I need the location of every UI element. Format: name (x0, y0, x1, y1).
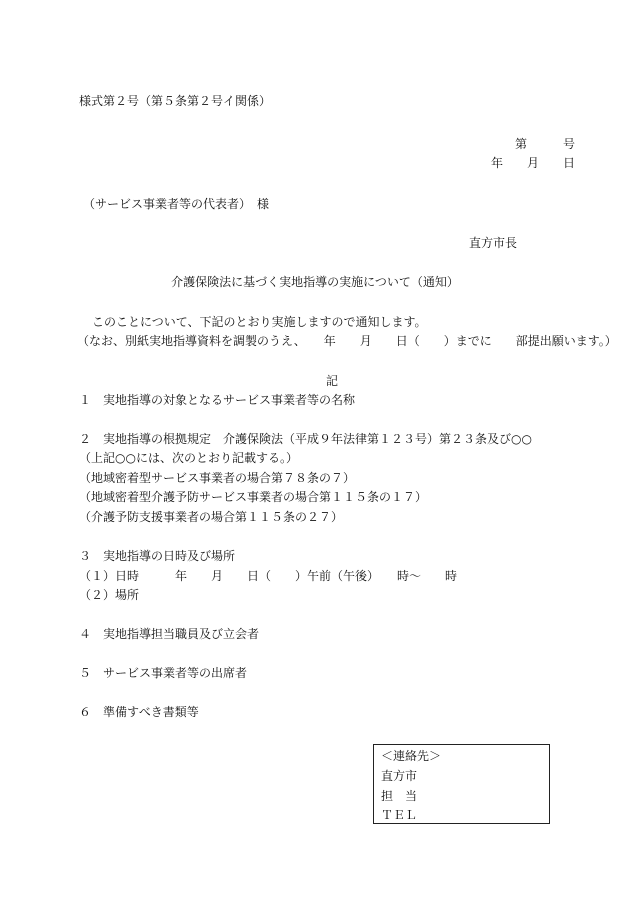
ki-heading: 記 (325, 374, 338, 388)
contact-tel: ＴＥＬ (381, 808, 418, 822)
item-3-title: ３ 実地指導の日時及び場所 (79, 549, 236, 563)
document-title: 介護保険法に基づく実地指導の実施について（通知） (171, 275, 459, 289)
item-3-datetime: （１）日時 年 月 日（ ）午前（午後） 時～ 時 (79, 569, 458, 583)
item-2-note: （上記○○には、次のとおり記載する。） (79, 451, 298, 465)
item-3-place: （２）場所 (79, 588, 140, 602)
contact-box (373, 744, 550, 824)
item-2-sub-3: （介護予防支援事業者の場合第１１５条の２７） (79, 510, 344, 524)
item-2-sub-1: （地域密着型サービス事業者の場合第７８条の７） (79, 471, 356, 485)
item-2-sub-2: （地域密着型介護予防サービス事業者の場合第１１５条の１７） (79, 490, 428, 504)
addressee: （サービス事業者等の代表者） 様 (83, 197, 270, 211)
body-line-1: このことについて、下記のとおり実施しますので通知します。 (92, 315, 427, 329)
item-2-title: ２ 実地指導の根拠規定 介護保険法（平成９年法律第１２３号）第２３条及び○○ (79, 432, 532, 446)
sender: 直方市長 (468, 236, 517, 250)
item-1: １ 実地指導の対象となるサービス事業者等の名称 (79, 393, 356, 407)
item-4: ４ 実地指導担当職員及び立会者 (79, 627, 260, 641)
item-6: ６ 準備すべき書類等 (79, 705, 199, 719)
contact-office: 直方市 (381, 769, 418, 783)
item-5: ５ サービス事業者等の出席者 (79, 666, 248, 680)
issue-date: 年 月 日 (490, 156, 575, 170)
contact-heading: ＜連絡先＞ (381, 749, 442, 763)
contact-person: 担 当 (381, 789, 418, 803)
form-number: 様式第２号（第５条第２号イ関係） (79, 94, 272, 108)
document-number: 第 号 (514, 137, 575, 151)
body-line-2: （なお、別紙実地指導資料を調製のうえ、 年 月 日（ ）までに 部提出願います。） (77, 334, 617, 348)
